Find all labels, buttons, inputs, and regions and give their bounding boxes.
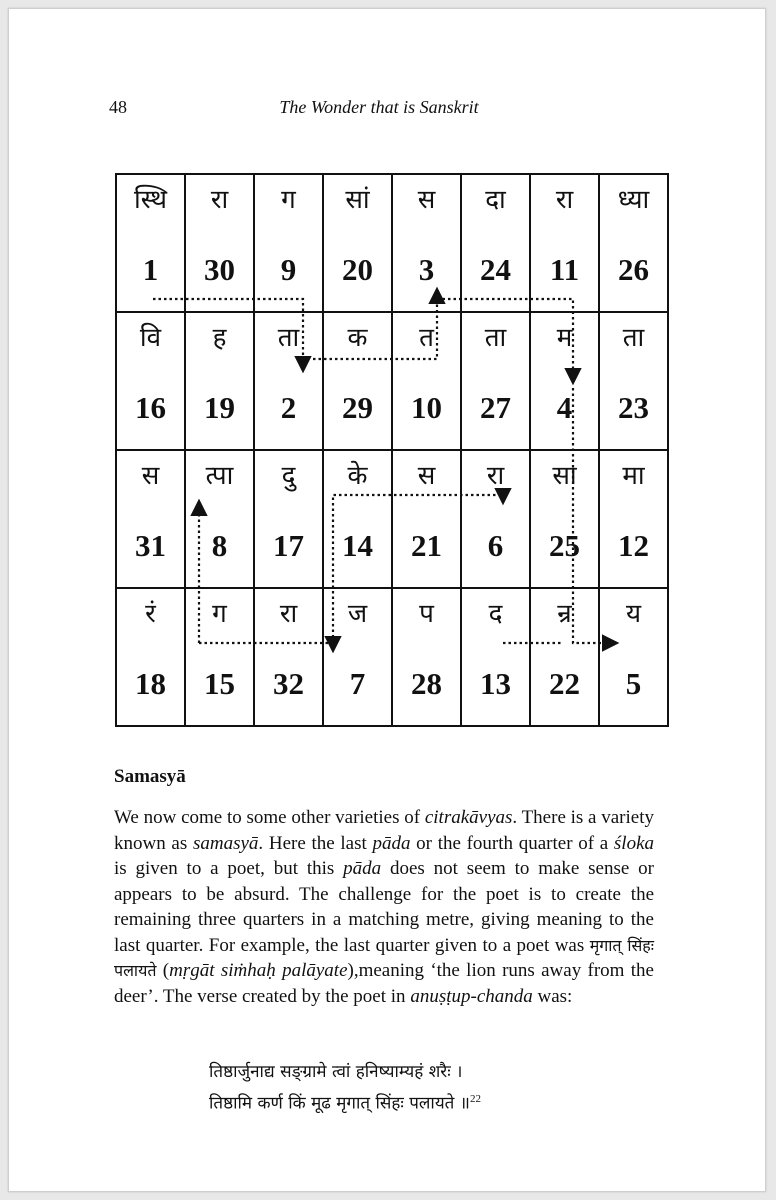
cell-syllable: के [347,461,368,491]
page-header [109,97,649,123]
sanskrit-verse [209,1059,481,1118]
footnote-marker: 22 [469,1093,481,1105]
italic-term: pāda [372,832,411,854]
section-heading: Samasyā [114,766,186,787]
cell-number: 6 [487,528,504,563]
cell-number: 31 [135,528,166,563]
cell-syllable: दु [281,461,296,491]
cell-syllable: सां [345,185,370,215]
cell-number: 12 [618,528,649,563]
devanagari-phrase: मृगात् सिंहः पलायते [114,935,655,980]
body-paragraph [114,805,654,1009]
cell-number: 1 [142,252,159,287]
cell-number: 15 [204,666,235,701]
cell-syllable: म [556,323,573,353]
cell-number: 14 [342,528,373,563]
cell-number: 5 [625,666,642,701]
text-run: ( [156,960,170,981]
cell-syllable: य [625,599,642,629]
cell-syllable: ग [281,185,296,215]
running-title: The Wonder that is Sanskrit [279,97,479,117]
cell-number: 13 [480,666,511,701]
cell-number: 30 [204,252,235,287]
book-page [8,8,766,1192]
cell-syllable: स [417,461,436,491]
cell-syllable: स [417,185,436,215]
verse-line-1: तिष्ठार्जुनाद्य सङ्ग्रामे त्वां हनिष्याम्यहं शरैः । [209,1062,463,1082]
cell-syllable: क [347,323,368,353]
path-segment [199,643,333,649]
cell-syllable: ज [347,599,368,629]
text-run: We now come to some other varieties of [114,807,425,828]
cell-number: 7 [349,666,366,701]
path-segment [333,495,503,643]
cell-number: 19 [204,390,235,425]
cell-number: 17 [273,528,304,563]
cell-syllable: ह [212,323,227,353]
italic-term: citrakāvyas [424,807,513,828]
cell-number: 23 [618,390,649,425]
cell-number: 10 [411,390,442,425]
knight-tour-grid [115,173,653,725]
cell-number: 29 [342,390,373,425]
cell-syllable: त [419,323,434,353]
cell-number: 28 [411,666,442,701]
cell-number: 26 [618,252,649,287]
cell-syllable: स्थि [134,185,167,215]
cell-syllable: स [141,461,160,491]
cell-syllable: रा [555,185,574,215]
cell-syllable: ता [622,323,645,353]
cell-number: 24 [480,252,511,287]
cell-syllable: त्पा [205,461,234,491]
path-segment [437,299,573,381]
dotted-path-overlay [115,173,653,725]
cell-syllable: सा [552,461,577,491]
verse-line-2 [209,1086,481,1118]
cell-number: 21 [411,528,442,563]
path-segment [313,291,437,359]
cell-number: 8 [211,528,228,563]
cell-syllable: ता [277,323,300,353]
cell-syllable: रं [145,599,156,629]
text-run: . Here the last [258,832,373,854]
cell-syllable: रा [210,185,229,215]
text-run: does not seem to make sense or appears to be absurd. The challenge for the poet is to create the remaining three quarters in a matching metre, giving meaning to the last quarter. For example, the last quarter given to a poet was [114,858,654,956]
path-segment [153,299,303,369]
text-run: was: [532,985,573,1007]
cell-number: 16 [135,390,166,425]
cell-syllable: द [488,599,503,629]
italic-term: samasyā [192,832,259,854]
text-run: is given to a poet, but this [114,858,344,879]
cell-syllable: रा [279,599,298,629]
cell-number: 22 [549,666,580,701]
cell-number: 9 [280,252,297,287]
italic-transliteration: mṛgāt siṁhaḥ palāyate [169,960,348,981]
cell-number: 20 [342,252,373,287]
cell-number: 11 [549,252,580,287]
cell-syllable: रा [486,461,505,491]
page-number: 48 [109,97,127,117]
cell-number: 4 [556,390,573,425]
cell-syllable: न्र [557,599,572,629]
italic-term: śloka [613,832,654,854]
cell-syllable: प [419,599,434,629]
cell-syllable: दा [485,185,506,215]
cell-number: 3 [418,252,435,287]
text-run: . There is a variety known as [114,807,654,854]
text-run: ),meaning ‘the lion runs away from the deer’. The verse created by the poet in [114,960,654,1007]
cell-number: 25 [549,528,580,563]
verse-line-2-text: तिष्ठामि कर्ण किं मूढ मृगात् सिंहः पलायते ॥ [209,1093,470,1114]
cell-syllable: ध्या [617,185,650,215]
text-run: or the fourth quarter of a [410,832,614,854]
italic-term: anuṣṭup-chanda [410,985,533,1007]
italic-term: pāda [343,858,382,879]
cell-number: 32 [273,666,304,701]
cell-number: 27 [480,390,511,425]
cell-syllable: वि [139,323,162,353]
cell-number: 2 [280,390,297,425]
cell-number: 18 [135,666,166,701]
path-segment [573,388,615,643]
cell-syllable: मा [622,461,645,491]
cell-syllable: ता [484,323,507,353]
cell-syllable: ग [212,599,227,629]
